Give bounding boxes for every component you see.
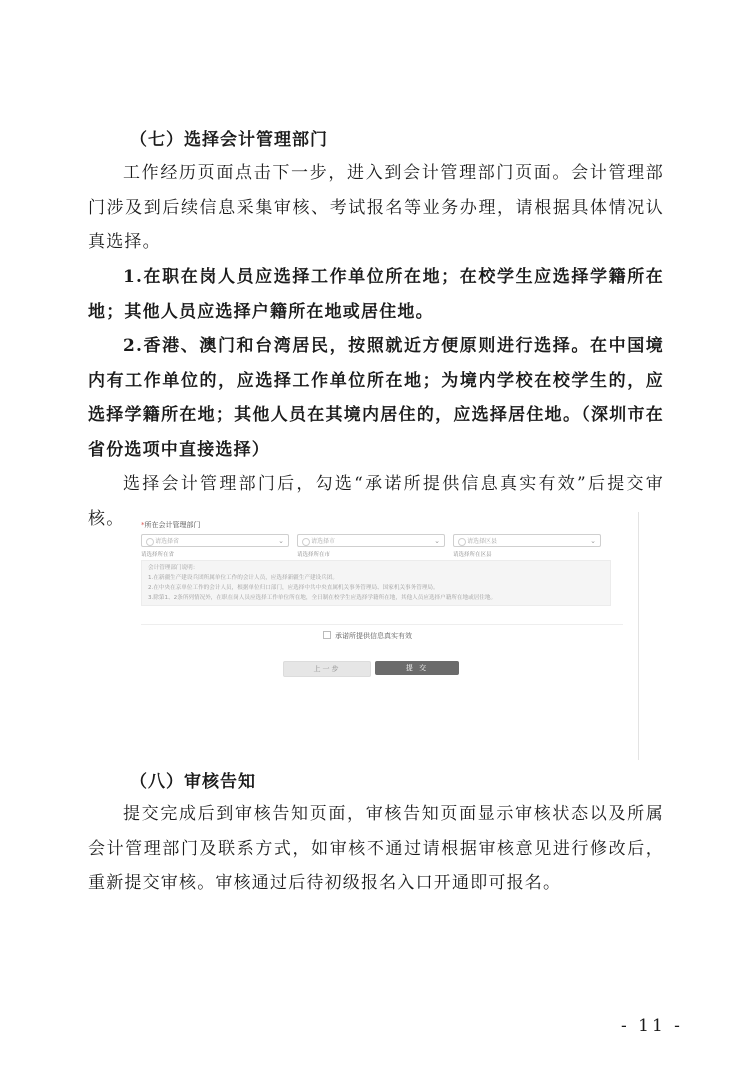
checkbox-icon[interactable]: [323, 631, 331, 639]
district-placeholder: 请选择区县: [467, 538, 498, 545]
divider: [141, 624, 623, 625]
embedded-screenshot: [133, 512, 639, 760]
section-7-closing: 选择会计管理部门后，勾选“承诺所提供信息真实有效”后提交审核。: [88, 474, 664, 529]
select-dot-icon: [302, 538, 310, 546]
chevron-down-icon: ⌄: [590, 537, 596, 545]
city-select[interactable]: [297, 534, 445, 547]
section-7-rule-2: 2.香港、澳门和台湾居民，按照就近方便原则进行选择。在中国境内有工作单位的，应选择工作单位所在地；为境内学校在校学生的，应选择学籍所在地；其他人员在其境内居住的，应选择居住地。（深圳市在省份选项中直接选择）: [88, 336, 664, 460]
section-7-intro: 工作经历页面点击下一步，进入到会计管理部门页面。会计管理部门涉及到后续信息采集审核、考试报名等业务办理，请根据具体情况认真选择。: [88, 163, 664, 252]
note-title: 会计管理部门说明：: [148, 565, 199, 571]
promise-checkbox[interactable]: [323, 631, 412, 641]
field-label: [141, 520, 201, 530]
section-8-body: 提交完成后到审核告知页面，审核告知页面显示审核状态以及所属会计管理部门及联系方式，如审核不通过请根据审核意见进行修改后，重新提交审核。审核通过后待初级报名入口开通即可报名。: [88, 804, 664, 893]
province-hint: 请选择所在省: [141, 552, 175, 558]
section-7-rule-1: 1.在职在岗人员应选择工作单位所在地；在校学生应选择学籍所在地；其他人员应选择户籍所在地或居住地。: [88, 267, 664, 322]
district-hint: 请选择所在区县: [453, 552, 492, 558]
field-label-text: 所在会计管理部门: [144, 521, 201, 529]
chevron-down-icon: ⌄: [434, 537, 440, 545]
required-mark: *: [141, 521, 145, 529]
page-number: - 11 -: [621, 1016, 683, 1036]
city-placeholder: 请选择市: [311, 538, 336, 545]
district-select[interactable]: [453, 534, 601, 547]
promise-label: 承诺所提供信息真实有效: [335, 632, 412, 640]
note-box: [141, 560, 611, 606]
chevron-down-icon: ⌄: [278, 537, 284, 545]
section-8-heading: （八）审核告知: [130, 772, 256, 792]
province-select[interactable]: [141, 534, 289, 547]
note-line: 3.除第1、2条所列情况外，在职在岗人员应选择工作单位所在地，全日制在校学生应选择学籍所在地，其他人员应选择户籍所在地或居住地。: [148, 595, 497, 601]
province-placeholder: 请选择省: [155, 538, 180, 545]
select-dot-icon: [146, 538, 154, 546]
section-7-heading: （七）选择会计管理部门: [130, 130, 328, 150]
submit-button[interactable]: 提 交: [375, 661, 459, 675]
note-line: 2.在中央在京单位工作的会计人员，根据单位归口部门，应选择中共中央直属机关事务管理局、国家机关事务管理局。: [148, 585, 439, 591]
prev-step-button[interactable]: 上一步: [283, 661, 371, 677]
city-hint: 请选择所在市: [297, 552, 331, 558]
select-dot-icon: [458, 538, 466, 546]
note-line: 1.在新疆生产建设兵团所属单位工作的会计人员，应选择新疆生产建设兵团。: [148, 575, 338, 581]
